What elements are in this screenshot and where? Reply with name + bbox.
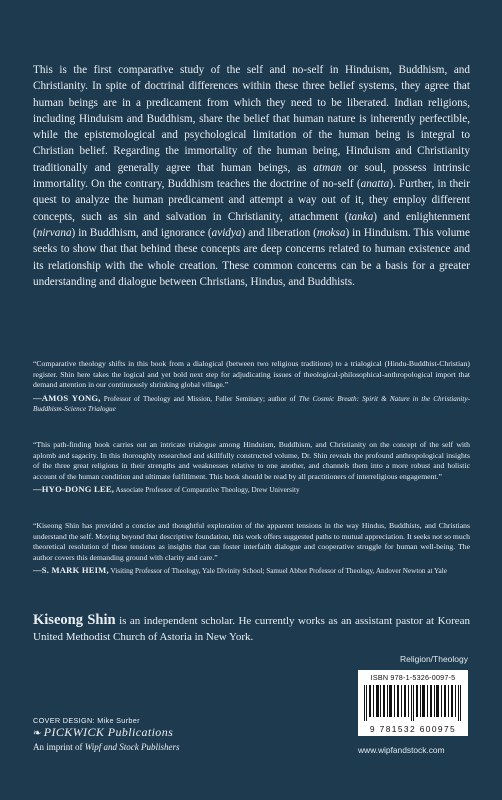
publisher-website: www.wipfandstock.com	[358, 745, 445, 755]
endorser-name: —S. MARK HEIM,	[33, 565, 109, 576]
description-text: This is the first comparative study of the self and no-self in Hinduism, Buddhism, and Christianity. In spite of doctrinal differences within these three belief systems, they agree that human beings are in a predicament from which they need to be liberated. Indian religions, including Hinduism and Buddhism, share the belief that human nature is inherently perfectible, while the epistemological and psychological limitation of the human being is integral to Christian belief. Regarding the immortality of the human being, Hinduism and Christianity traditionally and generally agree that human beings, as	[33, 64, 470, 174]
publisher-logo	[33, 725, 173, 740]
endorser-title: Visiting Professor of Theology, Yale Divinity School; Samuel Abbot Professor of Theology, Andover Newton at Yale	[108, 567, 447, 576]
endorsement-quote: “Kiseong Shin has provided a concise and thoughtful exploration of the apparent tensions in the way Hindus, Buddhists, and Christians understand the self. Moving beyond that descriptive foundation, this work offers suggested paths to mutual appreciation. It seeks not so much theoretical resolution of these tensions as insights that can foster interfaith dialogue and cooperative struggle for human well-being. The author covers this demanding ground with clarity and care.”	[33, 521, 470, 562]
endorsement-quote: “This path-finding book carries out an intricate trialogue among Hinduism, Buddhism, and Christianity on the concept of the self with aplomb and sagacity. In this thoroughly researched and skillfully constructed volume, Dr. Shin reveals the profound anthropological insights of the three great religions in their strengths and weaknesses relative to one another, and channels them into a more robust and holistic account of the human condition and ultimate fulfillment. This book should be read by all practitioners of interreligious engagement.”	[33, 440, 470, 481]
publisher-emblem-icon: ❧	[33, 728, 42, 739]
publisher-imprint	[33, 742, 180, 752]
isbn-barcode	[358, 670, 468, 736]
term-nirvana: nirvana	[36, 226, 72, 239]
endorser-book: The Cosmic Breath: Spirit & Nature in the Christianity-Buddhism-Science Trialogue	[33, 394, 470, 414]
author-bio	[33, 612, 470, 645]
term-atman: atman	[313, 161, 342, 174]
description-text: ) in Hinduism. This volume seeks to show that that behind these concepts are deep concerns related to human existence and its relationship with the whole creation. These common concerns can be a basis for a greater understanding and dialogue between Christians, Hindus, and Buddhists.	[33, 226, 470, 288]
category-label: Religion/Theology	[399, 654, 468, 664]
description-text: ) in Buddhism, and ignorance (	[71, 226, 212, 239]
endorsement-heim	[33, 521, 470, 577]
term-anatta: anatta	[360, 178, 390, 191]
endorsement-quote: “Comparative theology shifts in this book from a dialogical (between two religious traditions) to a trialogical (Hindu-Buddhist-Christian) register. Shin here takes the logical and yet bold next step for adjudicating issues of theological-philosophical-anthropological import that demand attention in our continuously shrinking global village.”	[33, 359, 470, 390]
author-name: Kiseong Shin	[33, 612, 116, 628]
endorsement-attribution	[33, 565, 470, 576]
endorser-name: —AMOS YONG,	[33, 392, 101, 403]
barcode-number: 9 781532 600975	[369, 724, 457, 734]
term-moksa: moksa	[316, 226, 346, 239]
description-text: ) and liberation (	[241, 226, 317, 239]
endorser-title: Professor of Theology and Mission, Fuller Seminary; author of	[100, 394, 299, 403]
endorser-name: —HYO-DONG LEE,	[33, 484, 115, 495]
description-text: ). Further, in their quest to analyze the human predicament and attempt a way out of it, they employ different concepts, such as sin and salvation in Christianity, attachment (	[33, 178, 470, 223]
imprint-prefix: An imprint of	[33, 742, 85, 752]
endorsement-attribution	[33, 393, 470, 415]
author-bio-text: is an independent scholar. He currently works as an assistant pastor at Korean United Methodist Church of Astoria in New York.	[33, 615, 470, 643]
endorsement-attribution	[33, 484, 470, 495]
endorser-title: Associate Professor of Comparative Theology, Drew University	[114, 486, 300, 495]
term-avidya: avidya	[211, 226, 242, 239]
imprint-name: Wipf and Stock Publishers	[84, 742, 180, 752]
endorsement-yong	[33, 359, 470, 415]
cover-design-credit: COVER DESIGN: Mike Surber	[33, 716, 140, 725]
description-text: ) and enlightenment (	[33, 210, 470, 239]
book-description	[33, 62, 470, 290]
isbn-label: ISBN 978-1-5326-0097-5	[370, 673, 456, 682]
description-text: or soul, possess intrinsic immortality. On the contrary, Buddhism teaches the doctrine of no-self (	[33, 161, 470, 191]
publisher-name: PICKWICK Publications	[43, 725, 174, 739]
endorsement-lee	[33, 440, 470, 496]
term-tanka: tanka	[348, 210, 374, 223]
barcode-bars-icon	[364, 685, 462, 721]
